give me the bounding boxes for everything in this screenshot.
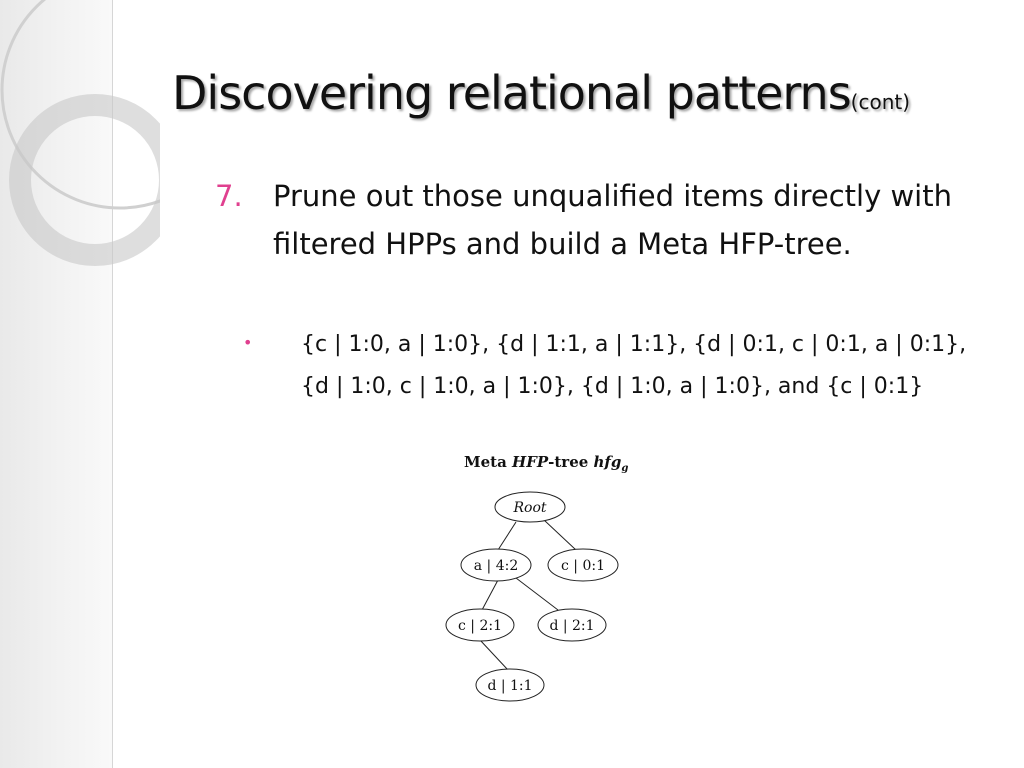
- decorative-rings: [0, 0, 160, 300]
- node-root-label: Root: [513, 500, 547, 516]
- item-text: Prune out those unqualified items directly with filtered HPPs and build a Meta HFP-tree.: [273, 179, 952, 261]
- page-title: [172, 66, 910, 120]
- figure-title-var: hfg: [593, 453, 622, 471]
- item-number: 7.: [215, 179, 243, 213]
- title-text: Discovering relational patterns: [172, 66, 851, 120]
- bullet-icon: •: [243, 333, 253, 352]
- tree-diagram: [440, 450, 650, 710]
- node-c-top-label: c | 0:1: [561, 558, 605, 574]
- node-d-mid-label: d | 2:1: [549, 618, 595, 634]
- numbered-item: [215, 172, 975, 268]
- node-d-leaf-label: d | 1:1: [487, 678, 533, 694]
- edge-a-d: [516, 578, 558, 610]
- figure-title-sub: g: [621, 463, 629, 474]
- edge-root-c: [544, 520, 576, 550]
- figure-title-em: HFP: [512, 453, 549, 471]
- edge-root-a: [498, 522, 516, 550]
- meta-hfp-tree-figure: [440, 450, 650, 710]
- figure-title-mid: -tree: [548, 453, 594, 471]
- node-c-mid-label: c | 2:1: [458, 618, 502, 634]
- edge-c-d: [480, 640, 508, 670]
- bullet-item: [243, 324, 1003, 408]
- edge-a-c: [482, 580, 498, 610]
- title-suffix: (cont): [850, 90, 911, 114]
- node-a-label: a | 4:2: [473, 558, 519, 574]
- figure-title-prefix: Meta: [464, 453, 513, 471]
- bullet-text: {c | 1:0, a | 1:0}, {d | 1:1, a | 1:1}, {d | 0:1, c | 0:1, a | 0:1}, {d | 1:0, c | 1:0, a | 1:0}, {d | 1:0, a | 1:0}, and {c | 0:1}: [301, 332, 967, 399]
